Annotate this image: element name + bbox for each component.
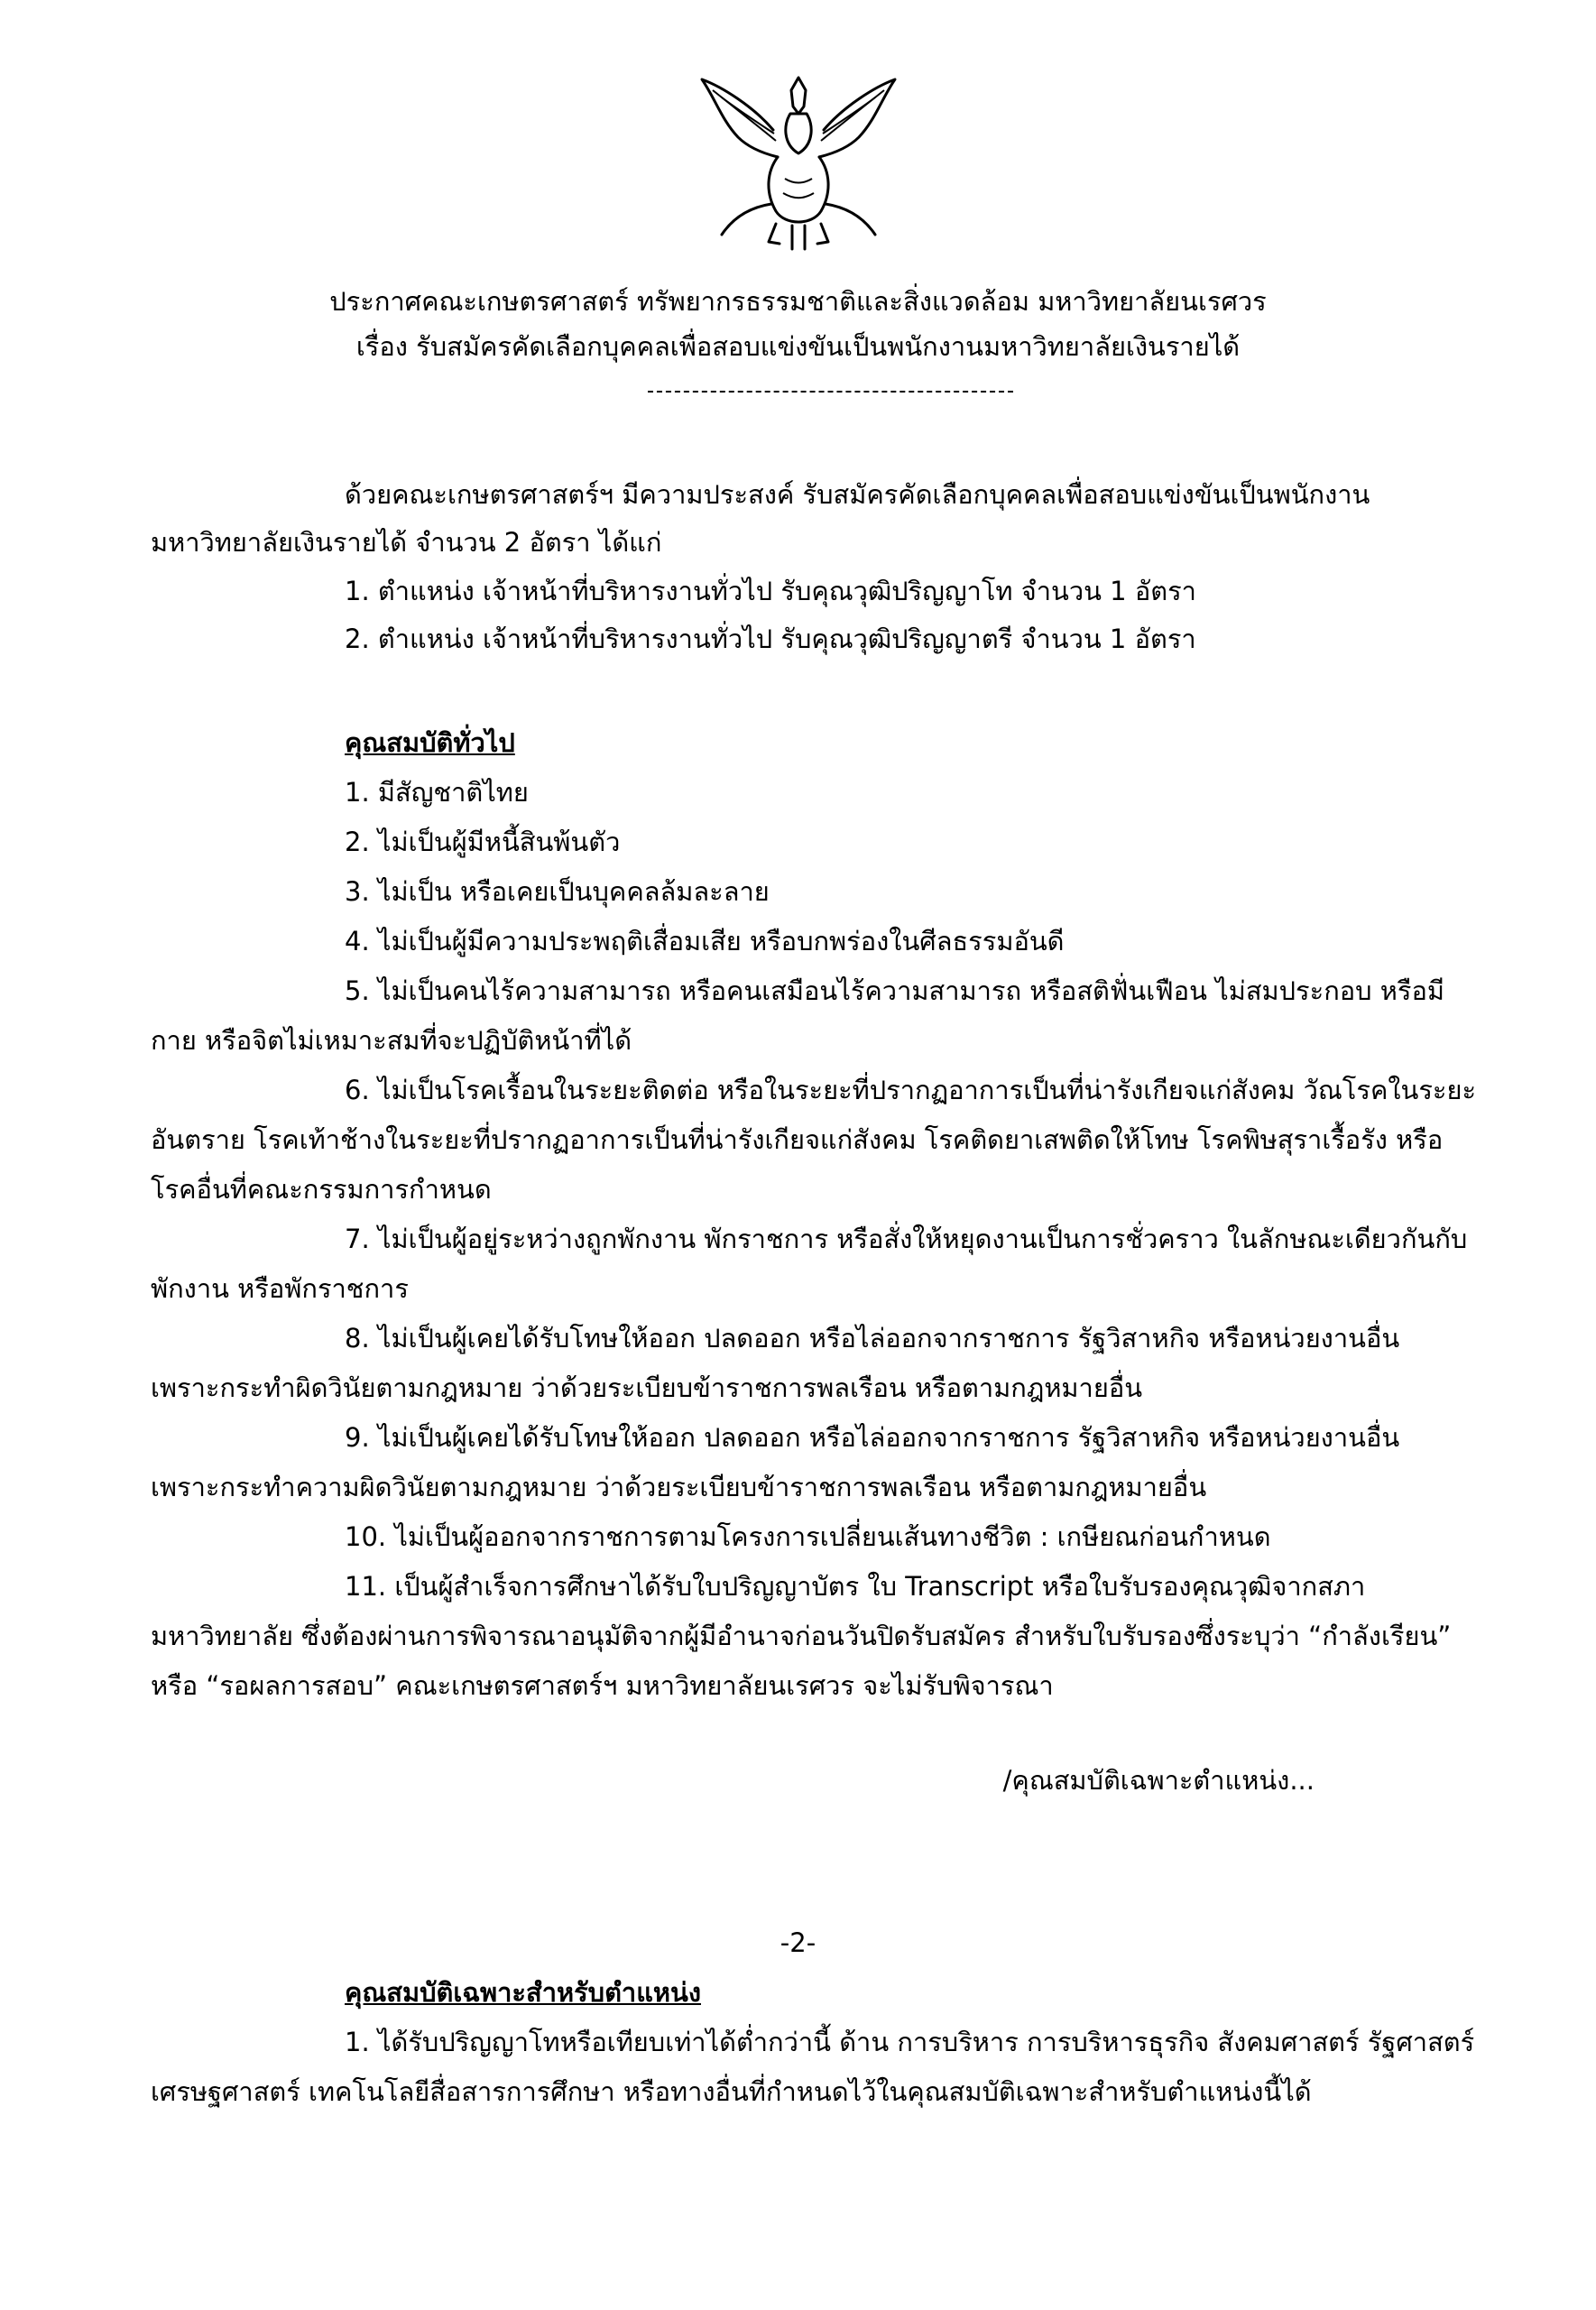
intro-line: มหาวิทยาลัยเงินรายได้ จำนวน 2 อัตรา ได้แก่ bbox=[151, 527, 662, 558]
qualification-line: 2. ไม่เป็นผู้มีหนี้สินพ้นตัว bbox=[345, 827, 621, 857]
general-qualifications-heading: คุณสมบัติทั่วไป bbox=[345, 727, 515, 758]
position-item: 1. ตำแหน่ง เจ้าหน้าที่บริหารงานทั่วไป รับคุณวุฒิปริญญาโท จำนวน 1 อัตรา bbox=[345, 576, 1196, 606]
qualification-line: 4. ไม่เป็นผู้มีความประพฤติเสื่อมเสีย หรือบกพร่องในศีลธรรมอันดี bbox=[345, 926, 1065, 956]
qualification-line: พักงาน หรือพักราชการ bbox=[151, 1273, 409, 1304]
qualification-line: 8. ไม่เป็นผู้เคยได้รับโทษให้ออก ปลดออก หรือไล่ออกจากราชการ รัฐวิสาหกิจ หรือหน่วยงานอื่น bbox=[345, 1323, 1400, 1354]
intro-line: ด้วยคณะเกษตรศาสตร์ฯ มีความประสงค์ รับสมัครคัดเลือกบุคคลเพื่อสอบแข่งขันเป็นพนักงาน bbox=[345, 479, 1370, 510]
qualification-line: 3. ไม่เป็น หรือเคยเป็นบุคคลล้มละลาย bbox=[345, 876, 770, 907]
continuation-note: /คุณสมบัติเฉพาะตำแหน่ง... bbox=[1002, 1765, 1315, 1796]
garuda-emblem bbox=[686, 70, 911, 260]
announcement-subject: เรื่อง รับสมัครคัดเลือกบุคคลเพื่อสอบแข่งขันเป็นพนักงานมหาวิทยาลัยเงินรายได้ bbox=[355, 331, 1241, 362]
qualification-line: 9. ไม่เป็นผู้เคยได้รับโทษให้ออก ปลดออก หรือไล่ออกจากราชการ รัฐวิสาหกิจ หรือหน่วยงานอื่น bbox=[345, 1422, 1400, 1453]
qualification-line: หรือ “รอผลการสอบ” คณะเกษตรศาสตร์ฯ มหาวิทยาลัยนเรศวร จะไม่รับพิจารณา bbox=[151, 1670, 1054, 1701]
qualification-line: เพราะกระทำความผิดวินัยตามกฎหมาย ว่าด้วยระเบียบข้าราชการพลเรือน หรือตามกฎหมายอื่น bbox=[151, 1472, 1207, 1502]
qualification-line: มหาวิทยาลัย ซึ่งต้องผ่านการพิจารณาอนุมัติจากผู้มีอำนาจก่อนวันปิดรับสมัคร สำหรับใบรับรองซึ่งระบุว่า “กำลังเรียน” bbox=[151, 1621, 1452, 1651]
specific-qualifications-heading: คุณสมบัติเฉพาะสำหรับตำแหน่ง bbox=[345, 1977, 701, 2008]
qualification-line: 10. ไม่เป็นผู้ออกจากราชการตามโครงการเปลี่ยนเส้นทางชีวิต : เกษียณก่อนกำหนด bbox=[345, 1521, 1271, 1552]
qualification-line: 7. ไม่เป็นผู้อยู่ระหว่างถูกพักงาน พักราชการ หรือสั่งให้หยุดงานเป็นการชั่วคราว ในลักษณะเดียวกันกับ bbox=[345, 1224, 1468, 1254]
qualification-line: กาย หรือจิตไม่เหมาะสมที่จะปฏิบัติหน้าที่ได้ bbox=[151, 1025, 632, 1056]
qualification-line: 11. เป็นผู้สำเร็จการศึกษาได้รับใบปริญญาบัตร ใบ Transcript หรือใบรับรองคุณวุฒิจากสภา bbox=[345, 1571, 1366, 1602]
qualification-line: 6. ไม่เป็นโรคเรื้อนในระยะติดต่อ หรือในระยะที่ปรากฏอาการเป็นที่น่ารังเกียจแก่สังคม วัณโรคในระยะ bbox=[345, 1075, 1477, 1105]
specific-qualification-line: 1. ได้รับปริญญาโทหรือเทียบเท่าได้ต่ำกว่านี้ ด้าน การบริหาร การบริหารธุรกิจ สังคมศาสตร์ รัฐศาสตร์ bbox=[345, 2027, 1475, 2057]
announcement-title: ประกาศคณะเกษตรศาสตร์ ทรัพยากรธรรมชาติและสิ่งแวดล้อม มหาวิทยาลัยนเรศวร bbox=[329, 286, 1267, 317]
qualification-line: 5. ไม่เป็นคนไร้ความสามารถ หรือคนเสมือนไร้ความสามารถ หรือสติฟั่นเฟือน ไม่สมประกอบ หรือมี bbox=[345, 975, 1445, 1006]
qualification-line: 1. มีสัญชาติไทย bbox=[345, 777, 529, 808]
position-item: 2. ตำแหน่ง เจ้าหน้าที่บริหารงานทั่วไป รับคุณวุฒิปริญญาตรี จำนวน 1 อัตรา bbox=[345, 624, 1196, 654]
qualification-line: โรคอื่นที่คณะกรรมการกำหนด bbox=[151, 1174, 492, 1205]
title-divider bbox=[648, 391, 1013, 393]
page-number: -2- bbox=[780, 1927, 816, 1958]
qualification-line: เพราะกระทำผิดวินัยตามกฎหมาย ว่าด้วยระเบียบข้าราชการพลเรือน หรือตามกฎหมายอื่น bbox=[151, 1372, 1143, 1403]
qualification-line: อันตราย โรคเท้าช้างในระยะที่ปรากฏอาการเป็นที่น่ารังเกียจแก่สังคม โรคติดยาเสพติดให้โทษ โรคพิษสุราเรื้อรัง หรือ bbox=[151, 1124, 1444, 1155]
specific-qualification-line: เศรษฐศาสตร์ เทคโนโลยีสื่อสารการศึกษา หรือทางอื่นที่กำหนดไว้ในคุณสมบัติเฉพาะสำหรับตำแหน่งนี้ได้ bbox=[151, 2076, 1312, 2107]
